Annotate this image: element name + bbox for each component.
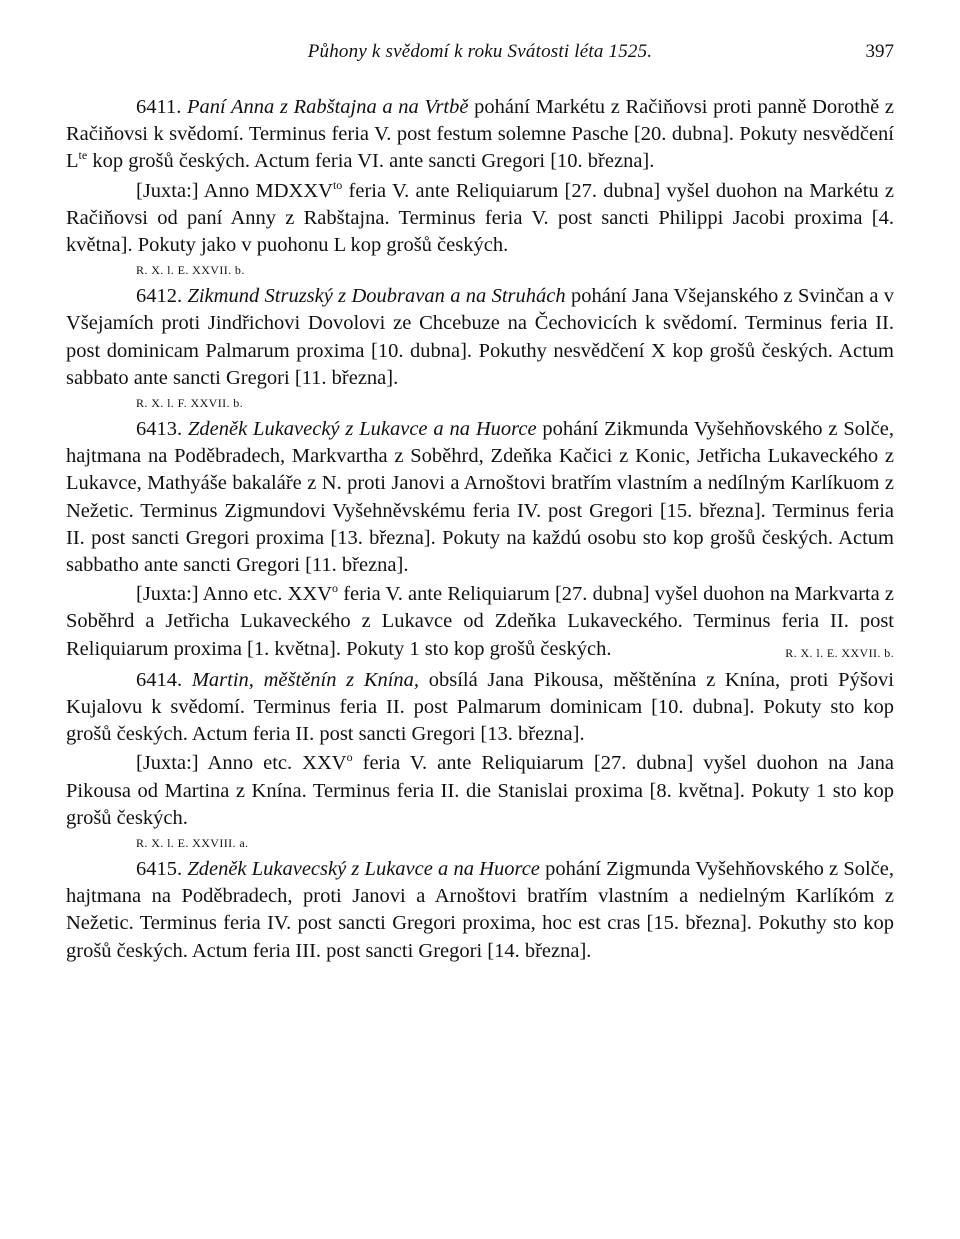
source-reference: R. X. l. E. XXVII. b.	[785, 645, 894, 660]
entry-number: 6414.	[136, 668, 183, 691]
entry-text: feria V. ante Reliquiarum [27. dubna] vyšel duohon na Markétu z Račiňovsi od paní Anny z Rabštajna. Terminus feria V. post sancti Philippi Jacobi proxima [4. května]. Pokuty jako v puohonu L kop grošů českých.	[66, 179, 894, 257]
entry-text: pohání Zikmunda Vyšehňovského z Solče, hajtmana na Poděbradech, Markvartha z Soběhrd, Zdeňka Kačici z Konic, Jetřicha Lukaveckého z Lukavce, Mathyáše bakaláře z N. proti Janovi a Arnoštovi bratřím vlastním a nedílným Karlíkuom z Nežetic. Terminus Zigmundovi Vyšehněvskému feria IV. post Gregori [15. března]. Terminus feria II. post sancti Gregori proxima [13. března]. Pokuty na každú osobu sto kop grošů českých. Actum sabbatho ante sancti Gregori [11. března].	[66, 418, 895, 577]
entry-number: 6415.	[136, 858, 183, 881]
source-reference: R. X. l. F. XXVII. b.	[136, 396, 244, 411]
entry-text: obsílá Jana Pikousa, měštěnína z Knína, proti Pýšovi Kujalovu k svědomí. Terminus feria II. post Palmarum dominicam [10. dubna]. Pokuty sto kop grošů českých. Actum feria II. post sancti Gregori [13. března].	[66, 668, 895, 746]
running-title: Půhony k svědomí k roku Svátosti léta 1525.	[307, 41, 653, 62]
entry-text: pohání Markétu z Račiňovsi proti panně Dorothě z Račiňovsi k svědomí. Terminus feria V. post festum solemne Pasche [20. dubna]. Pokuty nesvědčení L	[66, 96, 894, 173]
entry-paragraph	[66, 667, 894, 749]
entry-plaintiff: Zdeněk Lukavecský z Lukavce a na Huorce	[187, 858, 540, 881]
entry-text: pohání Jana Všejanského z Svinčan a v Všejamích proti Jindřichovi Dovolovi ze Chcebuze na Čechovicích k svědomí. Terminus feria II. post dominicam Palmarum proxima [10. dubna]. Pokuthy nesvědčení X kop grošů českých. Actum sabbato ante sancti Gregori [11. března].	[66, 285, 894, 389]
superscript: o	[332, 581, 339, 596]
entry-plaintiff: Paní Anna z Rabštajna a na Vrtbě	[187, 96, 469, 118]
entry-number: 6412.	[136, 285, 183, 308]
entry-paragraph	[66, 283, 894, 392]
entry-number: 6413.	[136, 418, 183, 441]
entry-6412	[66, 283, 894, 414]
superscript: te	[78, 148, 88, 163]
superscript: to	[332, 177, 343, 192]
entry-number: 6411.	[136, 96, 182, 118]
entry-text: [Juxta:] Anno etc. XXV	[136, 583, 333, 606]
entry-6413	[66, 416, 894, 663]
entry-continuation	[66, 581, 894, 663]
entry-6411	[66, 94, 894, 281]
page-number: 397	[865, 41, 894, 62]
entry-paragraph	[66, 94, 894, 176]
entry-text: feria V. ante Reliquiarum [27. dubna] vyšel duohon na Jana Pikousa od Martina z Knína. Terminus feria II. die Stanislai proxima [8. května]. Pokuty 1 sto kop grošů českých.	[66, 752, 894, 829]
source-reference: R. X. l. E. XXVIII. a.	[136, 836, 249, 851]
entry-plaintiff: Zikmund Struzský z Doubravan a na Struhách	[187, 285, 566, 308]
entry-6414	[66, 667, 894, 854]
entry-continuation	[66, 178, 894, 260]
page-header	[66, 38, 894, 68]
entry-6415	[66, 856, 894, 965]
entry-paragraph	[66, 856, 894, 965]
entry-plaintiff: Zdeněk Lukavecký z Lukavce a na Huorce	[187, 418, 537, 441]
source-reference: R. X. l. E. XXVII. b.	[136, 263, 245, 278]
entry-text: kop grošů českých. Actum feria VI. ante sancti Gregori [10. března].	[87, 150, 655, 173]
superscript: o	[346, 750, 353, 765]
entry-continuation	[66, 750, 894, 832]
entry-paragraph	[66, 416, 894, 579]
entry-text: [Juxta:] Anno MDXXV	[136, 179, 333, 202]
entry-text: feria V. ante Reliquiarum [27. dubna] vyšel duohon na Markvarta z Soběhrd a Jetřicha Lukaveckého z Lukavce od Zdeňka Lukaveckého. Terminus feria II. post Reliquiarum proxima [1. května]. Pokuty 1 sto kop grošů českých.	[66, 583, 894, 660]
entry-text: pohání Zigmunda Vyšehňovského z Solče, hajtmana na Poděbradech, proti Janovi a Arnoštovi bratřím vlastním a nedielným Karlíkóm z Nežetic. Terminus feria IV. post sancti Gregori proxima, hoc est cras [15. března]. Pokuthy sto kop grošů českých. Actum feria III. post sancti Gregori [14. března].	[66, 858, 895, 962]
entry-plaintiff: Martin, měštěnín z Knína,	[191, 668, 420, 691]
entry-text: [Juxta:] Anno etc. XXV	[136, 752, 347, 775]
